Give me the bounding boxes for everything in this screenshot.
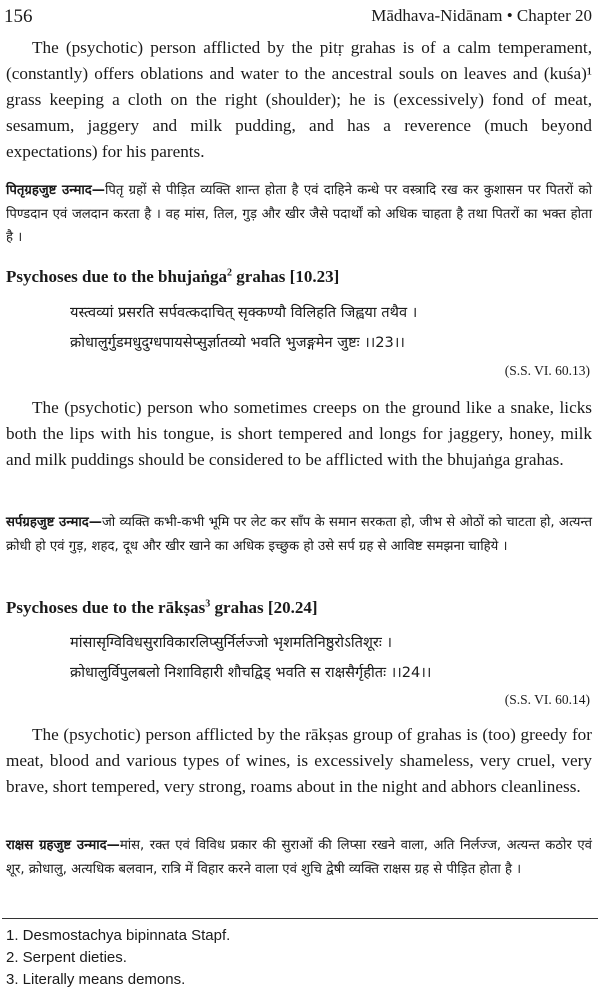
verse-reference: (S.S. VI. 60.14)	[504, 692, 590, 707]
section-heading	[6, 598, 592, 618]
hindi-paragraph-text: जो व्यक्ति कभी-कभी भूमि पर लेट कर साँप के समान सरकता हो, जीभ से ओठों को चाटता हो, अत्यन्त क्रोधी हो एवं गुड़, शहद, दूध और खीर खाने का अधिक इच्छुक हो उसे सर्प ग्रह से आविष्ट समझना चाहिये ।	[6, 515, 592, 554]
hindi-paragraph	[6, 834, 592, 881]
page-number: 156	[4, 6, 33, 27]
section-heading-tail: grahas [10.23]	[232, 267, 340, 286]
verse-line: क्रोधालुर्गुडमधुदुग्धपायसेप्सुर्ज्ञातव्यो भवति भुजङ्गमेन जुष्टः ।।23।।	[70, 334, 405, 351]
verse-line: यस्त्वव्यां प्रसरति सर्पवत्कदाचित् सृक्कण्यौ विलिहति जिह्वया तथैव ।	[70, 304, 418, 321]
section-heading-text: Psychoses due to the rākṣas	[6, 598, 206, 617]
verse-line: क्रोधालुर्विपुलबलो निशाविहारी शौचद्विड् भवति स राक्षसैर्गृहीतः ।।24।।	[70, 664, 432, 681]
footnote: 1. Desmostachya bipinnata Stapf.	[6, 927, 231, 944]
hindi-paragraph-lead: पितृग्रहजुष्ट उन्माद—	[6, 183, 105, 198]
footnote: 3. Literally means demons.	[6, 971, 186, 988]
hindi-paragraph-text: पितृ ग्रहों से पीड़ित व्यक्ति शान्त होता है एवं दाहिने कन्धे पर वस्त्रादि रख कर कुशासन पर पितरों को पिण्डदान एवं जलदान करता है । वह मांस, तिल, गुड़ और खीर जैसे पदार्थों को अधिक चाहता है तथा पितरों का भक्त होता है ।	[6, 183, 592, 245]
footnotes	[6, 925, 592, 991]
hindi-paragraph-text: मांस, रक्त एवं विविध प्रकार की सुराओं की लिप्सा रखने वाला, अति निर्लज्ज, अत्यन्त कठोर एवं शूर, क्रोधालु, अत्यधिक बलवान, रात्रि में विहार करने वाला एवं शुचि द्वेषी व्यक्ति राक्षस ग्रह से पीड़ित होता है ।	[6, 838, 593, 877]
english-paragraph: The (psychotic) person afflicted by the pitṛ grahas is of a calm temperament, (constantly) offers oblations and water to the ancestral souls on leaves and (kuśa)¹ grass keeping a cloth on the right (shoulder); he is (excessively) fond of meat, sesamum, jaggery and milk pudding, and has a reverence (much beyond expectations) for his parents.	[6, 38, 592, 161]
english-paragraph: The (psychotic) person who sometimes creeps on the ground like a snake, licks both the lips with his tongue, is short tempered and longs for jaggery, honey, milk and milk puddings should be considered to be afflicted with the bhujaṅga grahas.	[6, 398, 592, 469]
footnote-marker: 3	[205, 598, 211, 610]
sanskrit-verse	[70, 628, 588, 688]
footnote: 2. Serpent dieties.	[6, 949, 127, 966]
section-heading-text: Psychoses due to the bhujaṅga	[6, 267, 228, 286]
verse-line: मांसासृग्विविधसुराविकारलिप्सुर्निर्लज्जो भृशमतिनिष्ठुरोऽतिशूरः ।	[70, 634, 392, 651]
footnote-marker: 2	[227, 267, 233, 279]
sanskrit-verse	[70, 298, 588, 358]
hindi-paragraph	[6, 179, 592, 250]
hindi-paragraph	[6, 511, 592, 558]
running-head: Mādhava-Nidānam • Chapter 20	[371, 6, 592, 25]
hindi-paragraph-lead: राक्षस ग्रहजुष्ट उन्माद—	[6, 838, 120, 853]
section-heading-tail: grahas [20.24]	[210, 598, 318, 617]
page-header	[0, 0, 600, 30]
verse-reference: (S.S. VI. 60.13)	[504, 363, 590, 378]
section-heading	[6, 267, 592, 287]
hindi-paragraph-lead: सर्पग्रहजुष्ट उन्माद—	[6, 515, 102, 530]
footnote-divider	[2, 918, 598, 919]
english-paragraph: The (psychotic) person afflicted by the rākṣas group of grahas is (too) greedy for meat, blood and various types of wines, is excessively shameless, very cruel, very brave, short tempered, very strong, roams about in the night and abhors cleanliness.	[6, 725, 592, 796]
